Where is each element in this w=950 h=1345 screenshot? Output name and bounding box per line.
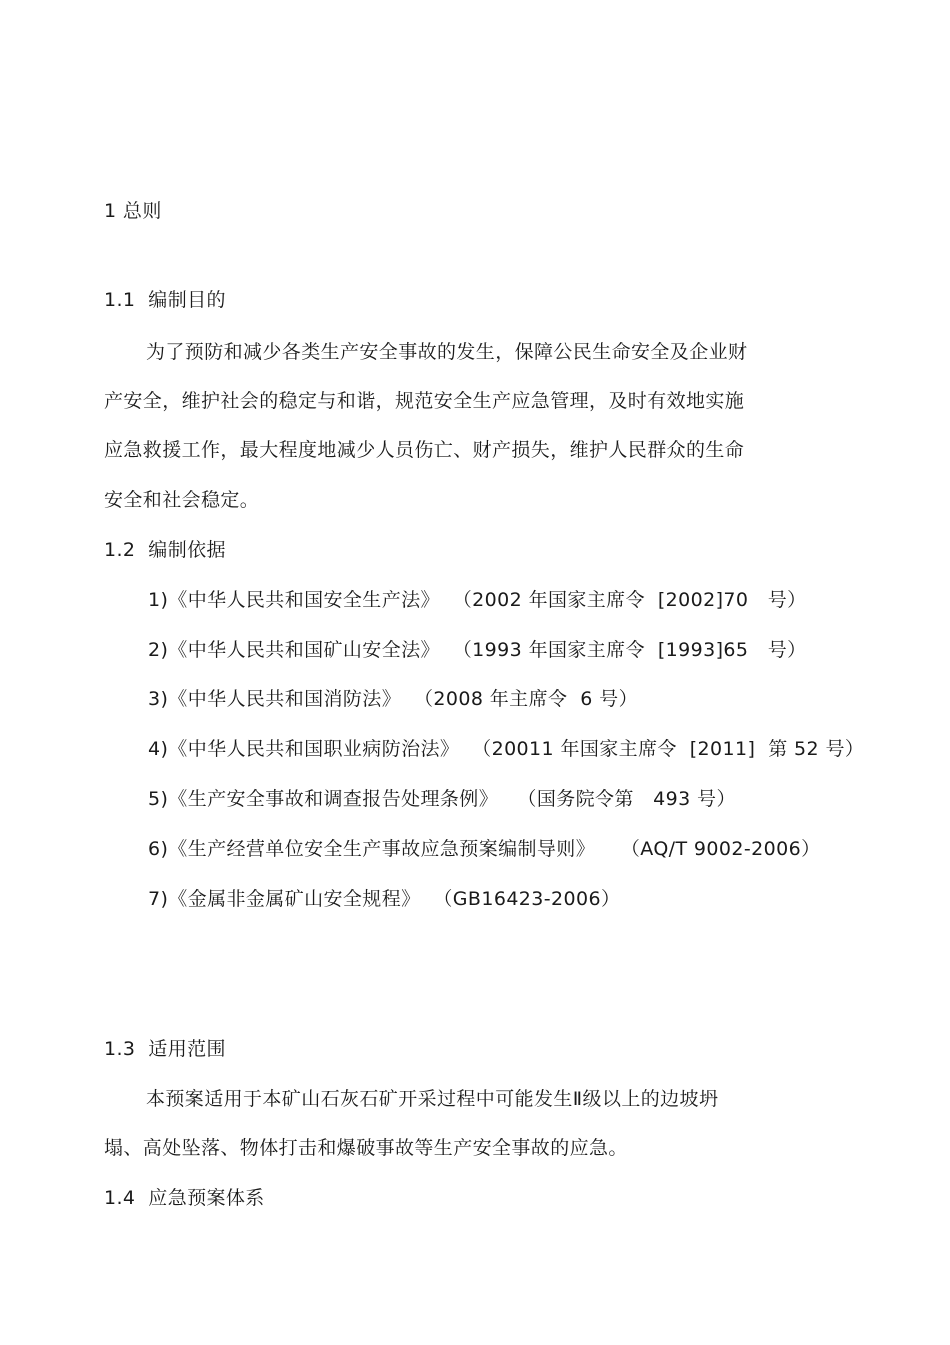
reference-item: 3)《中华人民共和国消防法》 （2008 年主席令 6 号） <box>148 688 638 710</box>
paragraph-line: 为了预防和减少各类生产安全事故的发生，保障公民生命安全及企业财 <box>146 341 748 363</box>
paragraph-line: 应急救援工作，最大程度地减少人员伤亡、财产损失，维护人民群众的生命 <box>104 439 745 461</box>
paragraph-line: 安全和社会稳定。 <box>104 489 260 511</box>
paragraph-line: 产安全，维护社会的稳定与和谐，规范安全生产应急管理，及时有效地实施 <box>104 390 745 412</box>
section-1-4-title: 1.4 应急预案体系 <box>104 1187 265 1209</box>
section-1-3-title: 1.3 适用范围 <box>104 1038 226 1060</box>
section-1-1-title: 1.1 编制目的 <box>104 289 226 311</box>
reference-item: 5)《生产安全事故和调查报告处理条例》 （国务院令第 493 号） <box>148 788 736 810</box>
reference-item: 4)《中华人民共和国职业病防治法》 （20011 年国家主席令 [2011] 第 52 号） <box>148 738 865 760</box>
reference-item: 2)《中华人民共和国矿山安全法》 （1993 年国家主席令 [1993]65 号） <box>148 639 807 661</box>
section-1-2-title: 1.2 编制依据 <box>104 539 226 561</box>
paragraph-line: 本预案适用于本矿山石灰石矿开采过程中可能发生Ⅱ级以上的边坡坍 <box>146 1088 719 1110</box>
reference-item: 1)《中华人民共和国安全生产法》 （2002 年国家主席令 [2002]70 号） <box>148 589 807 611</box>
paragraph-line: 塌、高处坠落、物体打击和爆破事故等生产安全事故的应急。 <box>104 1137 628 1159</box>
reference-item: 7)《金属非金属矿山安全规程》 （GB16423-2006） <box>148 888 621 910</box>
chapter-heading: 1 总则 <box>104 200 162 222</box>
reference-item: 6)《生产经营单位安全生产事故应急预案编制导则》 （AQ/T 9002-2006） <box>148 838 821 860</box>
